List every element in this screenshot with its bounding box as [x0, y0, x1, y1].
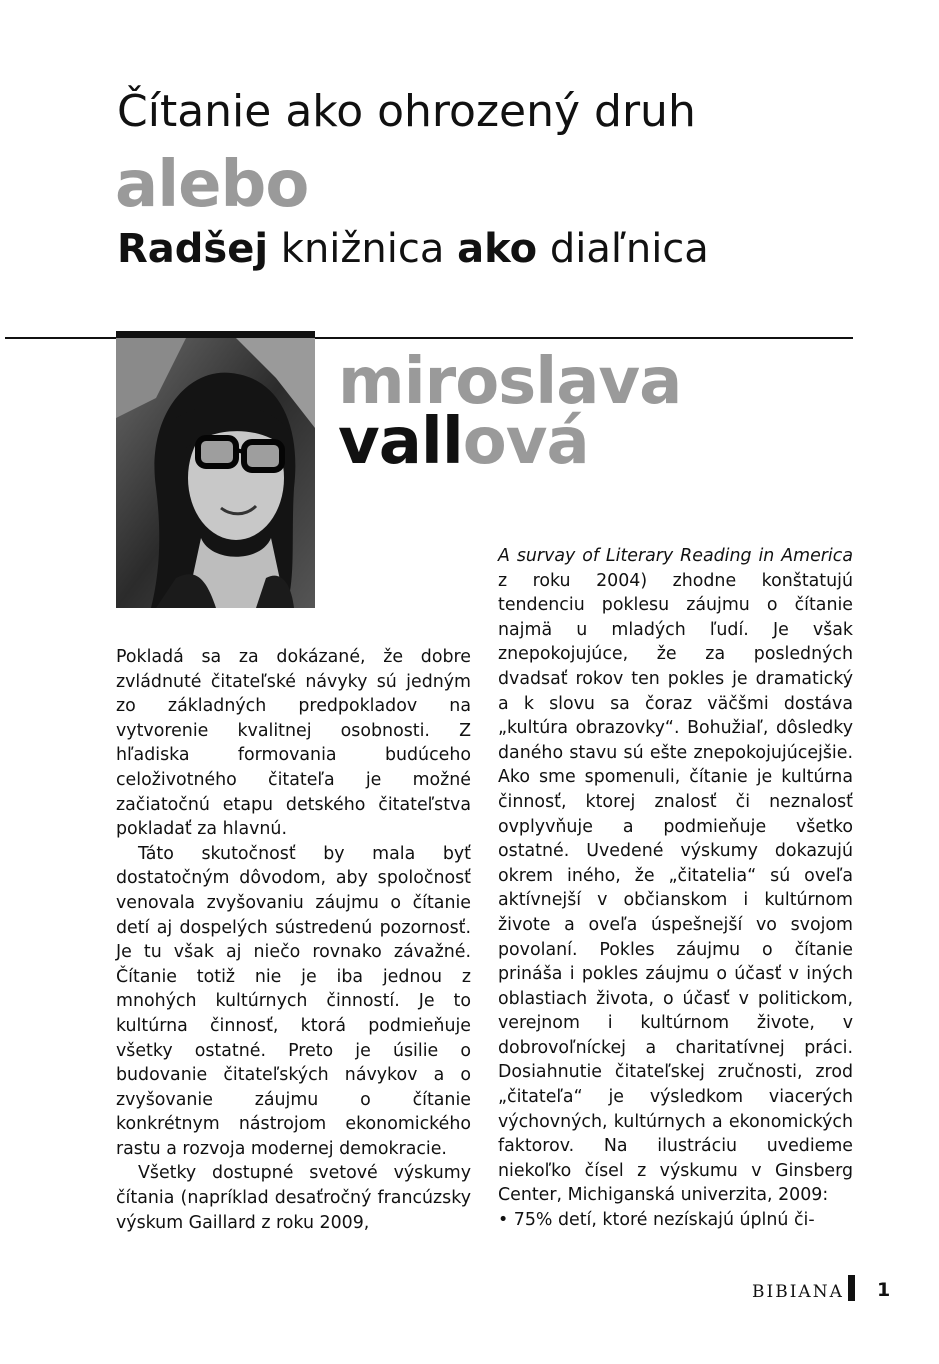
subtitle-word-radsej: Radšej: [117, 226, 269, 272]
photo-top-bar: [116, 331, 315, 338]
page-number: 1: [877, 1279, 891, 1301]
paragraph-2: Táto skutočnosť by mala byť dostatočným dôvodom, aby spoločnosť venovala zvyšovaniu záujmu o čítanie detí aj dospelých sústredenú pozornosť. Je tu však aj niečo rovnako závažné. Čítanie totiž nie je iba jednou z mnohých kultúrnych činností. Je to kultúrna činnosť, ktorá podmieňuje všetky ostatné. Preto je úsilie o budovanie čitateľských návykov a o zvyšovanie záujmu o čítanie konkrétnym nástrojom ekonomického rastu a rozvoja modernej demokracie.: [116, 843, 471, 1159]
subtitle-word-dialnica: diaľnica: [537, 226, 709, 272]
list-item: • 75% detí, ktoré nezískajú úplnú či-: [498, 1208, 853, 1233]
author-last-name-part3: á: [546, 405, 589, 479]
paragraph-4: [498, 544, 853, 1208]
subtitle-word-kniznica: knižnica: [268, 226, 458, 272]
stats-list: [498, 1208, 853, 1233]
article-column-left: [116, 645, 471, 1235]
author-portrait-photo: [116, 338, 315, 608]
article-column-right: [498, 544, 853, 1233]
article-title: Čítanie ako ohrozený druh: [117, 86, 696, 137]
author-last-name-part2: ov: [462, 405, 547, 479]
article-title-connector: alebo: [115, 148, 309, 222]
author-last-name-part1: vall: [338, 405, 463, 479]
footer-brand: BIBIANA: [752, 1282, 844, 1302]
paragraph-4-text: z roku 2004) zhodne konštatujú tendenciu poklesu záujmu o čítanie najmä u mladých ľudí. Je však znepokojujúce, že za posledných dvadsať rokov ten pokles je dramatický a k slovu sa čoraz väčšmi dostáva „kultúra obrazovky“. Bohužiaľ, dôsledky daného stavu sú ešte znepokojujúcejšie. Ako sme spomenuli, čítanie je kultúrna činnosť, ktorej znalosť či neznalosť ovplyvňuje a podmieňuje všetko ostatné. Uvedené výskumy dokazujú okrem iného, že „čitatelia“ sú oveľa aktívnejší v občianskom i kultúrnom živote a oveľa úspešnejší vo svojom povolaní. Pokles záujmu o čítanie prináša i pokles záujmu o účasť v iných oblastiach života, o účasť v politickom, verejnom i kultúrnom živote, v dobrovoľníckej a charitatívnej práci. Dosiahnutie čitateľskej zručnosti, zrod „čitateľa“ je výsledkom viacerých výchovných, kultúrnych a ekonomických faktorov. Na ilustráciu uvedieme niekoľko čísel z výskumu v Ginsberg Center, Michiganská univerzita, 2009:: [498, 570, 853, 1206]
paragraph-1: Pokladá sa za dokázané, že dobre zvládnuté čitateľské návyky sú jedným zo základných predpokladov na vytvorenie kvalitnej osobnosti. Z hľadiska formovania budúceho celoživotného čitateľa je možné začiatočnú etapu detského čitateľstva pokladať za hlavnú.: [116, 647, 471, 840]
survey-title: A survay of Literary Reading in America: [498, 546, 853, 566]
footer-bar: [848, 1275, 855, 1301]
subtitle-word-ako: ako: [457, 226, 538, 272]
author-first-name: miroslava: [338, 345, 682, 419]
author-last-name: [338, 405, 681, 479]
article-subtitle: [117, 226, 877, 272]
author-name: [338, 345, 682, 479]
paragraph-3: Všetky dostupné svetové výskumy čítania (napríklad desaťročný francúzsky výskum Gaillard z roku 2009,: [116, 1163, 471, 1233]
